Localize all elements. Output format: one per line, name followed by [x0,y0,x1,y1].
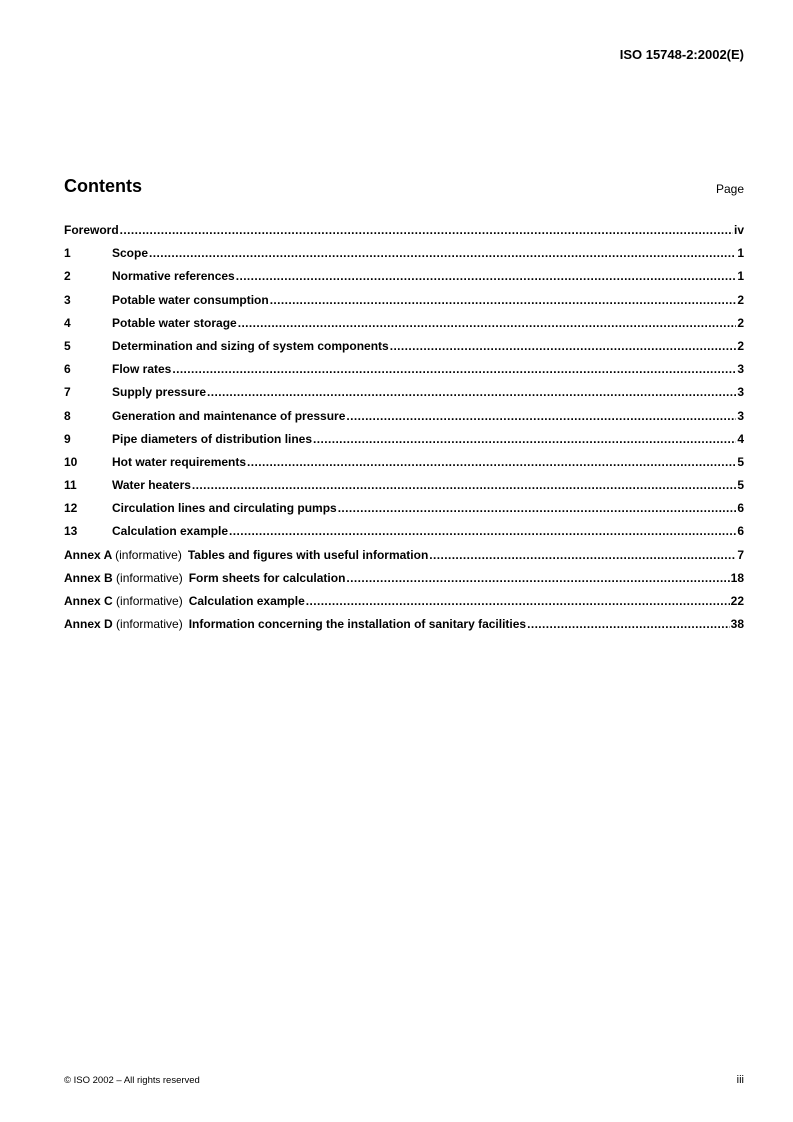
toc-entry-title: Circulation lines and circulating pumps [112,501,337,516]
toc-entry-7[interactable] [64,384,744,407]
toc-entry-page: 4 [737,431,744,446]
toc-entry-number: 7 [64,385,71,400]
toc-entry-foreword[interactable] [64,222,744,245]
toc-entry-12[interactable] [64,500,744,523]
toc-entry-11[interactable] [64,477,744,500]
toc-entry-number: 5 [64,338,71,353]
dot-leader [149,245,736,261]
annex-label [64,616,189,632]
document-id: ISO 15748-2:2002(E) [619,47,744,62]
annex-letter: Annex C [64,594,113,608]
dot-leader [247,454,736,470]
annex-label [64,547,188,563]
toc-entry-number: 12 [64,501,78,516]
dot-leader [346,570,729,586]
page-column-label: Page [715,182,744,196]
annex-letter: Annex D [64,617,113,632]
toc-entry-title: Scope [112,246,149,261]
toc-entry-number: 3 [64,292,71,307]
toc-entry-title: Calculation example [112,524,229,539]
toc-entry-title: Calculation example [188,594,305,608]
toc-entry-9[interactable] [64,431,744,454]
toc-entry-title: Water heaters [112,478,191,493]
annex-letter: Annex B [64,570,113,585]
toc-entry-page: 2 [737,292,744,307]
toc-entry-title: Pipe diameters of distribution lines [112,431,313,446]
toc-entry-2[interactable] [64,268,744,291]
toc-entry-page: 5 [737,454,744,469]
toc-entry-10[interactable] [64,454,744,477]
toc-entry-number: 2 [64,269,71,284]
toc-entry-page: 3 [737,385,744,400]
annex-label [64,593,189,609]
toc-entry-title: Tables and figures with useful information [187,547,429,562]
toc-entry-title: Potable water consumption [112,292,269,307]
dot-leader [270,292,737,308]
toc-entry-annex-a[interactable] [64,547,744,570]
copyright-notice: © ISO 2002 – All rights reserved [64,1075,200,1086]
toc-entry-title: Supply pressure [112,385,207,400]
dot-leader [390,338,737,354]
toc-entry-page: 1 [737,246,744,261]
toc-entry-number: 4 [64,315,71,330]
dot-leader [236,268,737,284]
table-of-contents [64,222,744,639]
annex-letter: Annex A [64,547,112,562]
toc-entry-title: Generation and maintenance of pressure [112,408,346,423]
toc-entry-6[interactable] [64,361,744,384]
toc-entry-number: 8 [64,408,71,423]
toc-entry-page: 2 [737,338,744,353]
toc-entry-page: 3 [737,362,744,377]
toc-entry-page: 7 [737,547,744,562]
dot-leader [527,616,730,632]
toc-entry-number: 13 [64,524,78,539]
annex-type: (informative) [116,617,183,632]
toc-entry-page: 38 [730,617,744,632]
toc-entry-8[interactable] [64,408,744,431]
toc-entry-page: 18 [730,570,744,585]
toc-entry-page: 1 [737,269,744,284]
dot-leader [338,500,737,516]
dot-leader [306,593,730,609]
toc-entry-annex-b[interactable] [64,570,744,593]
toc-entry-title: Information concerning the installation of sanitary facilities [188,617,527,632]
annex-type: (informative) [116,570,183,585]
annex-label [64,570,189,586]
annex-type: (informative) [116,594,183,608]
dot-leader [207,384,736,400]
toc-entry-title: Hot water requirements [112,454,247,469]
annex-type: (informative) [115,547,182,562]
dot-leader [172,361,736,377]
toc-entry-title: Normative references [112,269,235,284]
toc-entry-page: 22 [730,594,744,608]
toc-entry-5[interactable] [64,338,744,361]
toc-entry-number: 9 [64,431,71,446]
toc-entry-number: 6 [64,362,71,377]
dot-leader [429,547,736,563]
toc-entry-title: Form sheets for calculation [188,570,346,585]
toc-entry-1[interactable] [64,245,744,268]
toc-entry-number: 10 [64,454,78,469]
toc-entry-annex-c[interactable] [64,593,744,616]
toc-entry-page: 3 [737,408,744,423]
toc-entry-title: Potable water storage [112,315,237,330]
dot-leader [238,315,737,331]
toc-entry-title: Foreword [64,223,119,237]
contents-title: Contents [64,176,142,196]
toc-entry-title: Determination and sizing of system components [112,338,389,353]
dot-leader [229,523,736,539]
dot-leader [313,431,736,447]
toc-entry-number: 11 [64,478,77,493]
toc-entry-page: 2 [737,315,744,330]
toc-entry-page: 5 [737,478,744,493]
toc-entry-page: iv [733,223,744,237]
toc-entry-page: 6 [737,524,744,539]
toc-entry-page: 6 [737,501,744,516]
toc-entry-number: 1 [64,246,71,261]
toc-entry-13[interactable] [64,523,744,546]
dot-leader [120,222,733,238]
page-number: iii [736,1074,744,1086]
contents-header [64,175,744,197]
toc-entry-annex-d[interactable] [64,616,744,639]
toc-entry-3[interactable] [64,292,744,315]
dot-leader [346,408,736,424]
toc-entry-title: Flow rates [112,362,172,377]
toc-entry-4[interactable] [64,315,744,338]
dot-leader [192,477,736,493]
